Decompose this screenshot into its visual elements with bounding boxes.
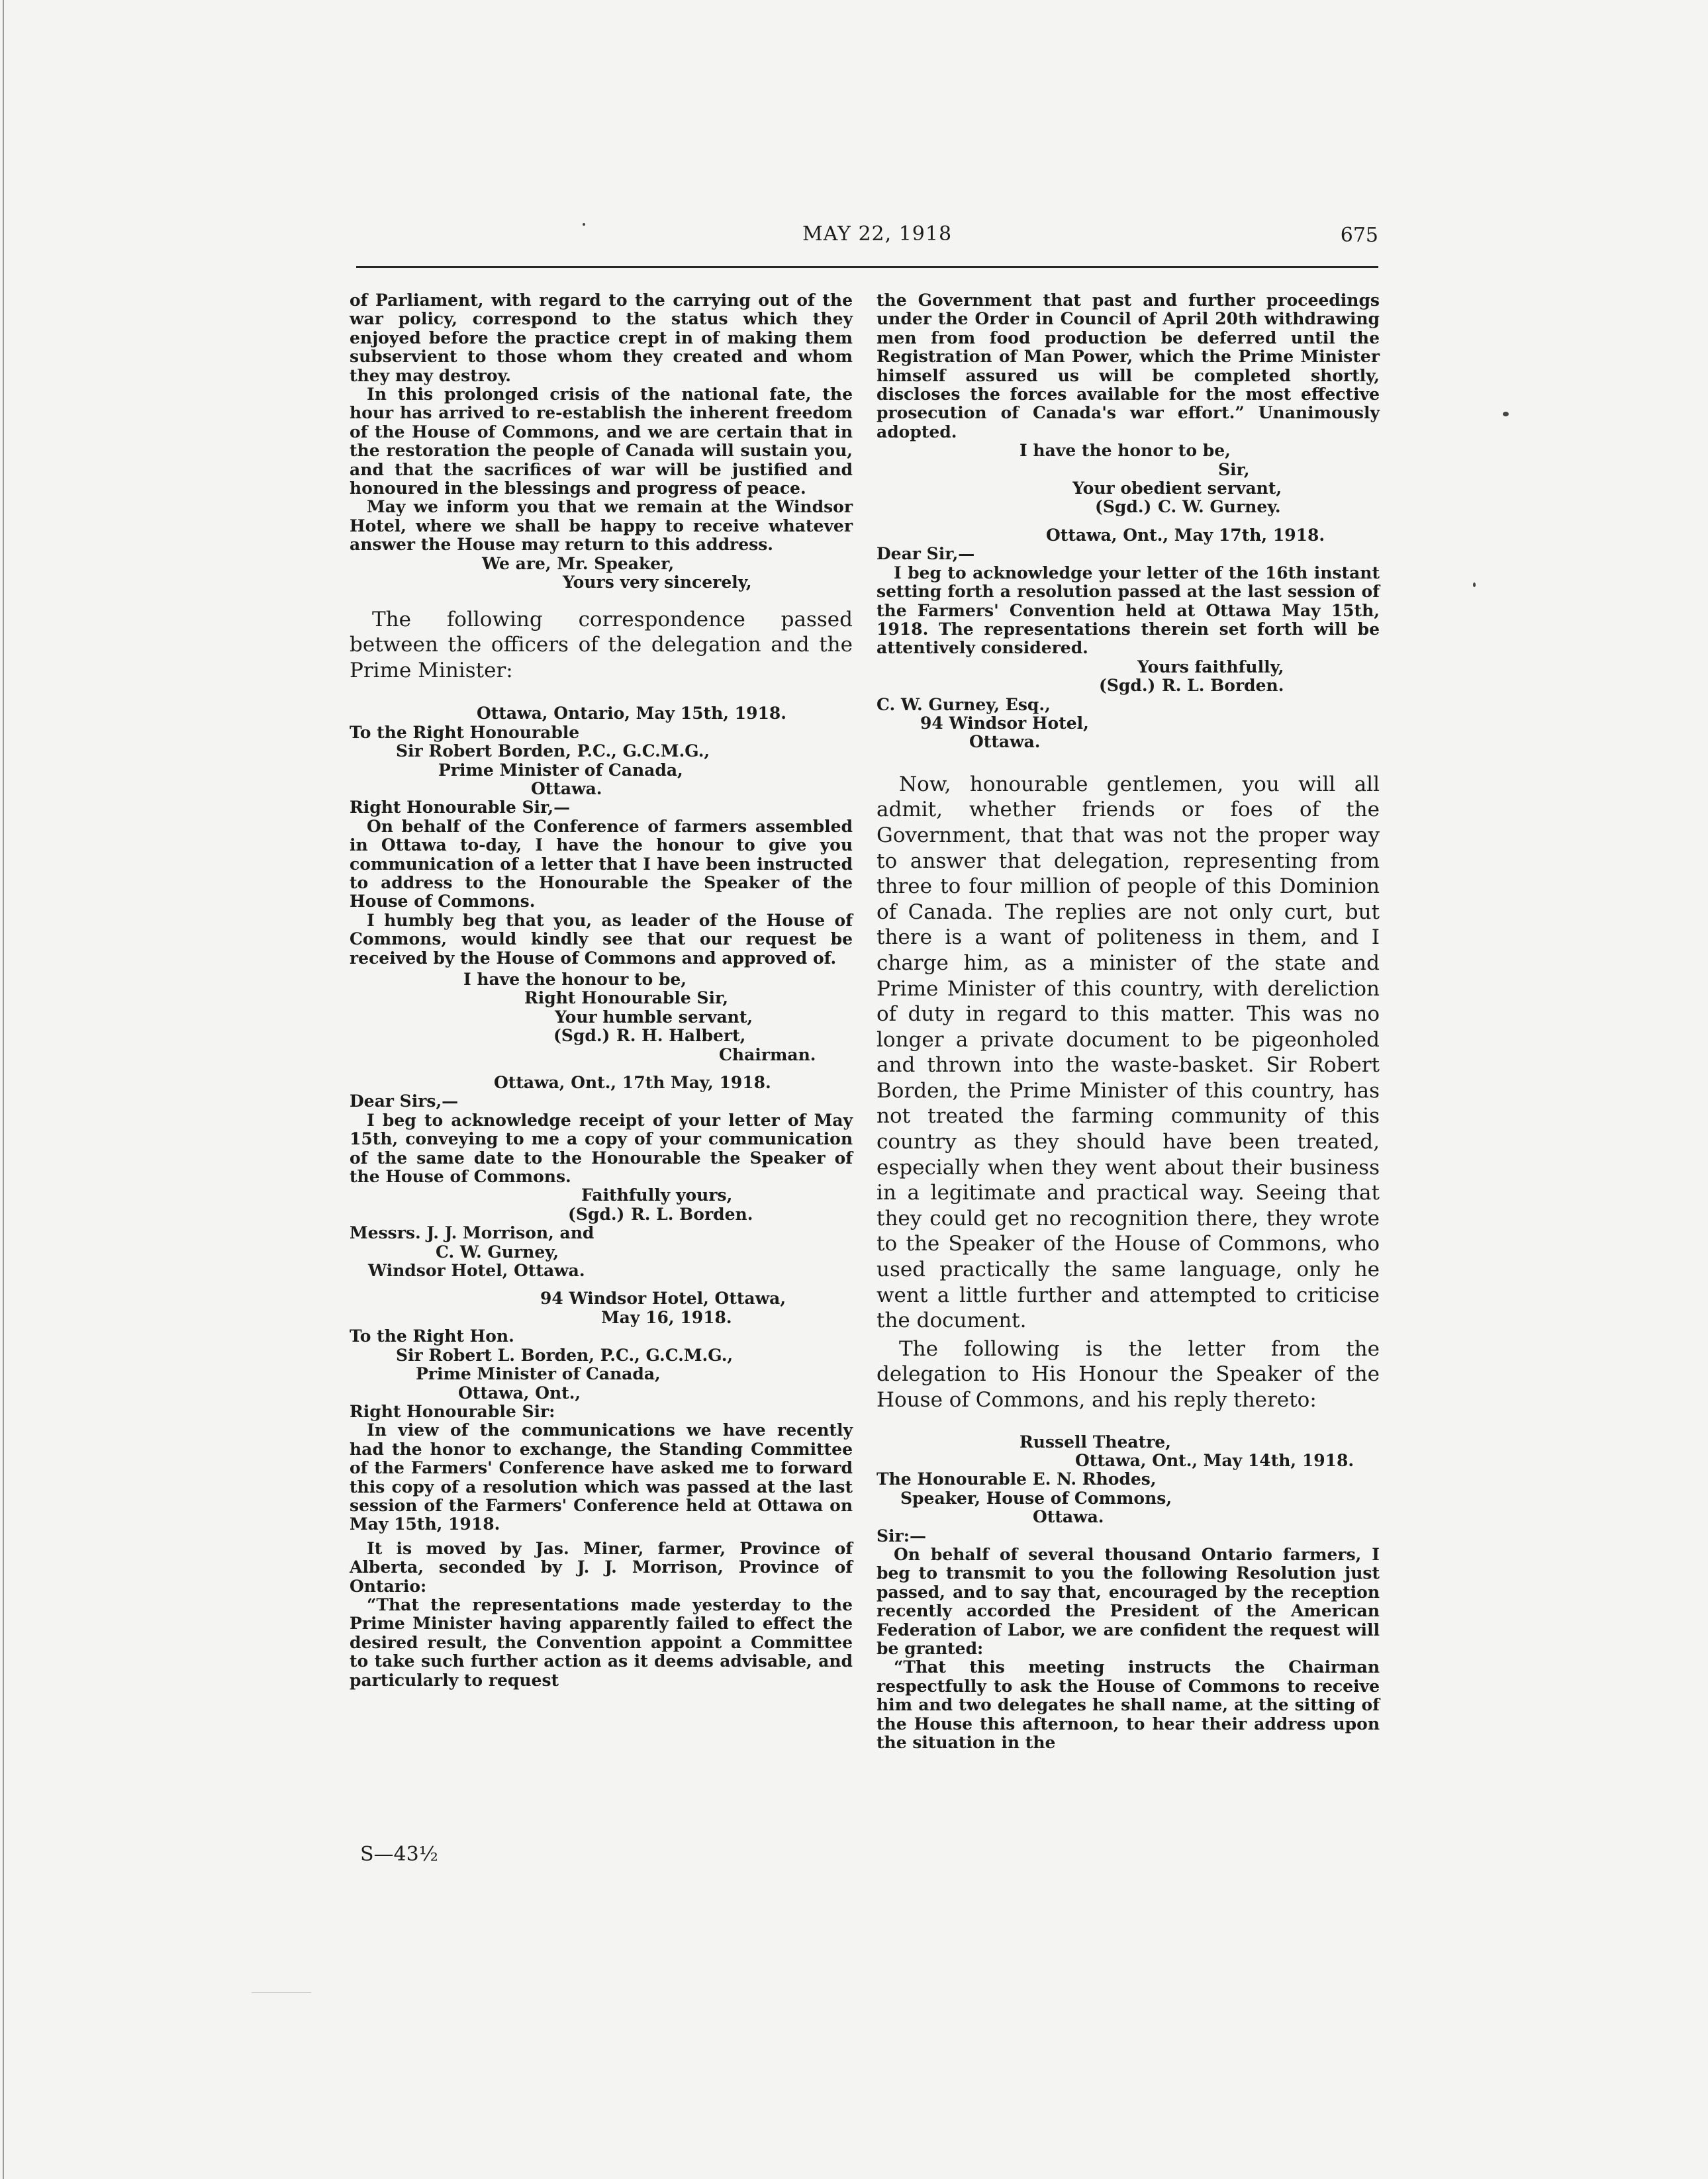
signatory-name: R. L. Borden. (1162, 676, 1284, 696)
signed-mark: (Sgd.) (568, 1204, 625, 1224)
right-column-paragraph: Yours faithfully, (1137, 657, 1284, 676)
page-edge (3, 0, 4, 2179)
left-column-paragraph: 94 Windsor Hotel, Ottawa, (540, 1289, 786, 1309)
signed-mark: (Sgd.) (1095, 497, 1152, 517)
left-column-paragraph: Yours very sincerely, (563, 573, 752, 592)
left-column-paragraph: Prime Minister of Canada, (438, 760, 683, 780)
right-column-paragraph: Russell Theatre, (1020, 1432, 1171, 1452)
print-speck (1473, 582, 1476, 587)
left-column-paragraph: Ottawa, Ont., 17th May, 1918. (494, 1073, 771, 1092)
left-column-paragraph: Prime Minister of Canada, (416, 1364, 661, 1384)
left-column-paragraph: To the Right Honourable (350, 722, 580, 742)
left-column-paragraph: To the Right Hon. (350, 1326, 514, 1346)
right-column-paragraph: Sir, (1218, 459, 1250, 479)
left-column-paragraph: In this prolonged crisis of the national fate, the hour has arrived to re-establish the inherent freedom of the House of Commons, and we are certain that in the restoration the people of Canada will sustain you, and that the sacrifices of war will be justified and honoured in the blessings and progress of peace. (350, 385, 853, 498)
left-column-paragraph: Ottawa, Ont., (458, 1383, 581, 1403)
left-column-paragraph: I have the honour to be, (463, 969, 687, 989)
left-column-paragraph: Windsor Hotel, Ottawa. (368, 1261, 585, 1281)
right-column-paragraph: Sir:— (877, 1526, 926, 1546)
print-speck (583, 223, 585, 226)
right-column-paragraph: C. W. Gurney, Esq., (877, 694, 1051, 714)
left-column-paragraph: Chairman. (719, 1044, 816, 1064)
header-rule (356, 266, 1378, 268)
right-column-paragraph: Ottawa, Ont., May 17th, 1918. (1046, 525, 1325, 545)
right-column-paragraph: Your obedient servant, (1072, 479, 1282, 498)
right-column-paragraph: “That this meeting instructs the Chairman respectfully to ask the House of Commons to receive him and two delegates he shall name, at the sitting of the House this afternoon, to hear their address upon the situation in the (877, 1657, 1380, 1753)
signed-mark: (Sgd.) (553, 1026, 610, 1046)
right-column-paragraph: the Government that past and further proceedings under the Order in Council of April 20th withdrawing men from food production be deferred until the Registration of Man Power, which the Prime Minister himself assured us will be completed shortly, discloses the forces available for the most effective prosecution of Canada's war effort.” Unanimously adopted. (877, 291, 1380, 441)
left-column-paragraph: The following correspondence passed between the officers of the delegation and the Prime Minister: (350, 607, 853, 682)
right-column-paragraph: The following is the letter from the delegation to His Honour the Speaker of the House of Commons, and his reply thereto: (877, 1336, 1380, 1412)
left-column-paragraph: Right Honourable Sir,— (350, 798, 571, 817)
left-column-paragraph: “That the representations made yesterday to the Prime Minister having apparently failed to effect the desired result, the Convention appoint a Committee to take such further action as it deems advisable, and particularly to request (350, 1595, 853, 1690)
right-column-paragraph: Ottawa, Ont., May 14th, 1918. (1075, 1451, 1354, 1470)
left-column-paragraph: Faithfully yours, (581, 1185, 733, 1205)
left-column-paragraph: of Parliament, with regard to the carrying out of the war policy, correspond to the status which they enjoyed before the practice crept in of making them subservient to those whom they created and whom they may destroy. (350, 291, 853, 385)
left-column (350, 291, 853, 1690)
signature-line (350, 1027, 853, 1045)
left-column-paragraph: Right Honourable Sir, (524, 988, 729, 1008)
right-column-paragraph: The Honourable E. N. Rhodes, (877, 1469, 1157, 1489)
right-column-paragraph: On behalf of several thousand Ontario farmers, I beg to transmit to you the following Resolution just passed, and to say that, encouraged by the reception recently accorded the President of the American Federation of Labor, we are confident the request will be granted: (877, 1545, 1380, 1659)
left-column-paragraph: In view of the communications we have recently had the honor to exchange, the Standing Committee of the Farmers' Conference have asked me to forward this copy of a resolution which was passed at the last session of the Farmers' Conference held at Ottawa on May 15th, 1918. (350, 1420, 853, 1534)
running-head-date: MAY 22, 1918 (802, 222, 953, 246)
signature-line (350, 1205, 853, 1224)
left-column-paragraph: Ottawa. (531, 778, 602, 798)
left-column-paragraph: C. W. Gurney, (436, 1242, 559, 1262)
left-column-paragraph: We are, Mr. Speaker, (482, 553, 675, 573)
right-column-paragraph: Speaker, House of Commons, (900, 1488, 1172, 1508)
print-speck (1503, 412, 1509, 416)
faint-mark (252, 1992, 311, 1993)
signatory-name: C. W. Gurney. (1158, 497, 1281, 517)
signatory-name: R. H. Halbert, (616, 1026, 746, 1046)
page-number: 675 (1340, 224, 1378, 247)
right-column (877, 291, 1380, 1753)
right-column-paragraph: I have the honor to be, (1020, 441, 1231, 461)
left-column-paragraph: Sir Robert Borden, P.C., G.C.M.G., (396, 741, 710, 761)
left-column-paragraph: Messrs. J. J. Morrison, and (350, 1223, 594, 1243)
left-column-paragraph: Sir Robert L. Borden, P.C., G.C.M.G., (396, 1345, 734, 1365)
left-column-paragraph: I beg to acknowledge receipt of your letter of May 15th, conveying to me a copy of your communication of the same date to the Honourable the Speaker of the House of Commons. (350, 1110, 853, 1187)
right-column-paragraph: Now, honourable gentlemen, you will all admit, whether friends or foes of the Government, that that was not the proper way to answer that delegation, representing from three to four million of people of this Dominion of Canada. The replies are not only curt, but there is a want of politeness in them, and I charge him, as a minister of the state and Prime Minister of this country, with dereliction of duty in regard to this matter. This was no longer a private document to be pigeonholed and thrown into the waste-basket. Sir Robert Borden, the Prime Minister of this country, has not treated the farming community of this country as they should have been treated, especially when they went about their business in a legitimate and practical way. Seeing that they could get no recognition there, they wrote to the Speaker of the House of Commons, who used practically the same language, only he went a little further and attempted to criticise the document. (877, 772, 1380, 1333)
right-column-paragraph: Ottawa. (1033, 1507, 1104, 1527)
left-column-paragraph: Dear Sirs,— (350, 1091, 459, 1111)
left-column-paragraph: It is moved by Jas. Miner, farmer, Province of Alberta, seconded by J. J. Morrison, Province of Ontario: (350, 1538, 853, 1596)
right-column-paragraph: Dear Sir,— (877, 544, 975, 564)
signed-mark: (Sgd.) (1099, 676, 1156, 696)
right-column-paragraph: 94 Windsor Hotel, (920, 713, 1089, 733)
left-column-paragraph: On behalf of the Conference of farmers assembled in Ottawa to-day, I have the honour to give you communication of a letter that I have been instructed to address to the Honourable the Speaker of the House of Commons. (350, 816, 853, 911)
signature-line (877, 498, 1380, 516)
right-column-paragraph: I beg to acknowledge your letter of the 16th instant setting forth a resolution passed at the last session of the Farmers' Convention held at Ottawa May 15th, 1918. The representations therein set forth will be attentively considered. (877, 563, 1380, 658)
signature-line (877, 676, 1380, 695)
right-column-paragraph: Ottawa. (969, 732, 1041, 752)
left-column-paragraph: May 16, 1918. (601, 1307, 732, 1327)
left-column-paragraph: I humbly beg that you, as leader of the House of Commons, would kindly see that our request be received by the House of Commons and approved of. (350, 910, 853, 968)
left-column-paragraph: Ottawa, Ontario, May 15th, 1918. (477, 704, 786, 723)
left-column-paragraph: Right Honourable Sir: (350, 1401, 555, 1421)
left-column-paragraph: Your humble servant, (555, 1007, 753, 1027)
signatory-name: R. L. Borden. (631, 1204, 753, 1224)
signature-mark: S—43½ (360, 1843, 438, 1866)
left-column-paragraph: May we inform you that we remain at the Windsor Hotel, where we shall be happy to receive whatever answer the House may return to this address. (350, 497, 853, 555)
